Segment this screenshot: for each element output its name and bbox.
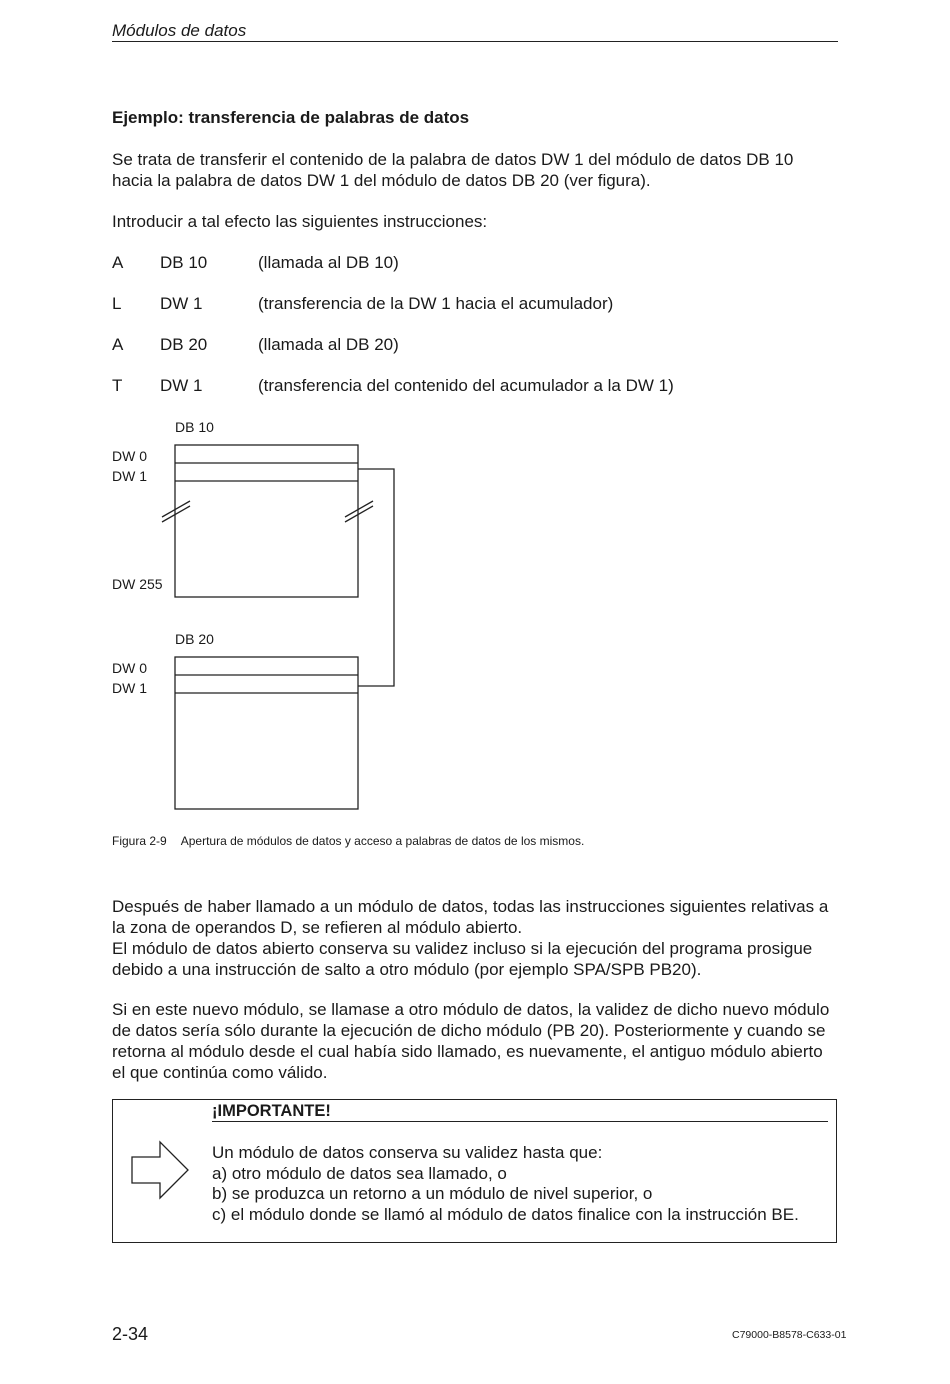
body-line: la zona de operandos D, se refieren al módulo abierto. (112, 918, 523, 937)
body-line: debido a una instrucción de salto a otro módulo (por ejemplo SPA/SPB PB20). (112, 960, 702, 979)
transfer-connector (358, 469, 394, 686)
document-code: C79000-B8578-C633-01 (732, 1329, 847, 1341)
body-line: El módulo de datos abierto conserva su validez incluso si la ejecución del programa prosigue (112, 939, 813, 958)
instruction-comment: (transferencia de la DW 1 hacia el acumulador) (258, 294, 614, 313)
db10-label: DB 10 (175, 419, 214, 435)
important-title: ¡IMPORTANTE! (212, 1102, 331, 1120)
intro-line: Se trata de transferir el contenido de la palabra de datos DW 1 del módulo de datos DB 10 (112, 150, 794, 169)
running-header: Módulos de datos (112, 21, 247, 40)
caption-number: Figura 2-9 (112, 834, 167, 848)
section-heading: Ejemplo: transferencia de palabras de datos (112, 108, 470, 127)
body-paragraph-1 (112, 896, 842, 980)
body-line: retorna al módulo desde el cual había sido llamado, es nuevamente, el antiguo módulo abierto (112, 1042, 823, 1061)
important-title-rule (212, 1121, 828, 1122)
body-line: de datos sería sólo durante la ejecución de dicho módulo (PB 20). Posteriormente y cuando se (112, 1021, 826, 1040)
important-line: Un módulo de datos conserva su validez hasta que: (212, 1143, 603, 1162)
arrow-right-icon (128, 1138, 194, 1204)
instruction-op: A (112, 253, 124, 272)
caption-text: Apertura de módulos de datos y acceso a palabras de datos de los mismos. (180, 834, 585, 848)
db20-block (175, 657, 358, 809)
instruction-op: L (112, 294, 122, 313)
instruction-comment: (llamada al DB 20) (258, 335, 399, 354)
body-line: Después de haber llamado a un módulo de datos, todas las instrucciones siguientes relativas a (112, 897, 829, 916)
body-line: Si en este nuevo módulo, se llamase a otro módulo de datos, la validez de dicho nuevo módulo (112, 1000, 830, 1019)
instruction-operand: DB 20 (160, 335, 208, 354)
instruction-comment: (llamada al DB 10) (258, 253, 399, 272)
db20-dw1-label: DW 1 (112, 680, 147, 696)
db10-dw255-label: DW 255 (112, 576, 163, 592)
page-number: 2-34 (112, 1324, 149, 1344)
db10-dw1-label: DW 1 (112, 468, 147, 484)
db20-label: DB 20 (175, 631, 214, 647)
intro-line: hacia la palabra de datos DW 1 del módulo de datos DB 20 (ver figura). (112, 171, 651, 190)
db10-dw0-label: DW 0 (112, 448, 147, 464)
instruction-comment: (transferencia del contenido del acumulador a la DW 1) (258, 376, 674, 395)
instruction-operand: DW 1 (160, 294, 203, 313)
db10-block (175, 445, 358, 597)
body-paragraph-2 (112, 999, 842, 1083)
important-line: b) se produzca un retorno a un módulo de nivel superior, o (212, 1184, 653, 1203)
important-line: c) el módulo donde se llamó al módulo de datos finalice con la instrucción BE. (212, 1205, 799, 1224)
figure-caption (112, 834, 584, 848)
body-line: el que continúa como válido. (112, 1063, 328, 1082)
instruction-op: T (112, 376, 123, 395)
db20-dw0-label: DW 0 (112, 660, 147, 676)
lead-text: Introducir a tal efecto las siguientes instrucciones: (112, 212, 488, 231)
important-line: a) otro módulo de datos sea llamado, o (212, 1164, 507, 1183)
instruction-operand: DB 10 (160, 253, 208, 272)
instruction-op: A (112, 335, 124, 354)
instruction-operand: DW 1 (160, 376, 203, 395)
